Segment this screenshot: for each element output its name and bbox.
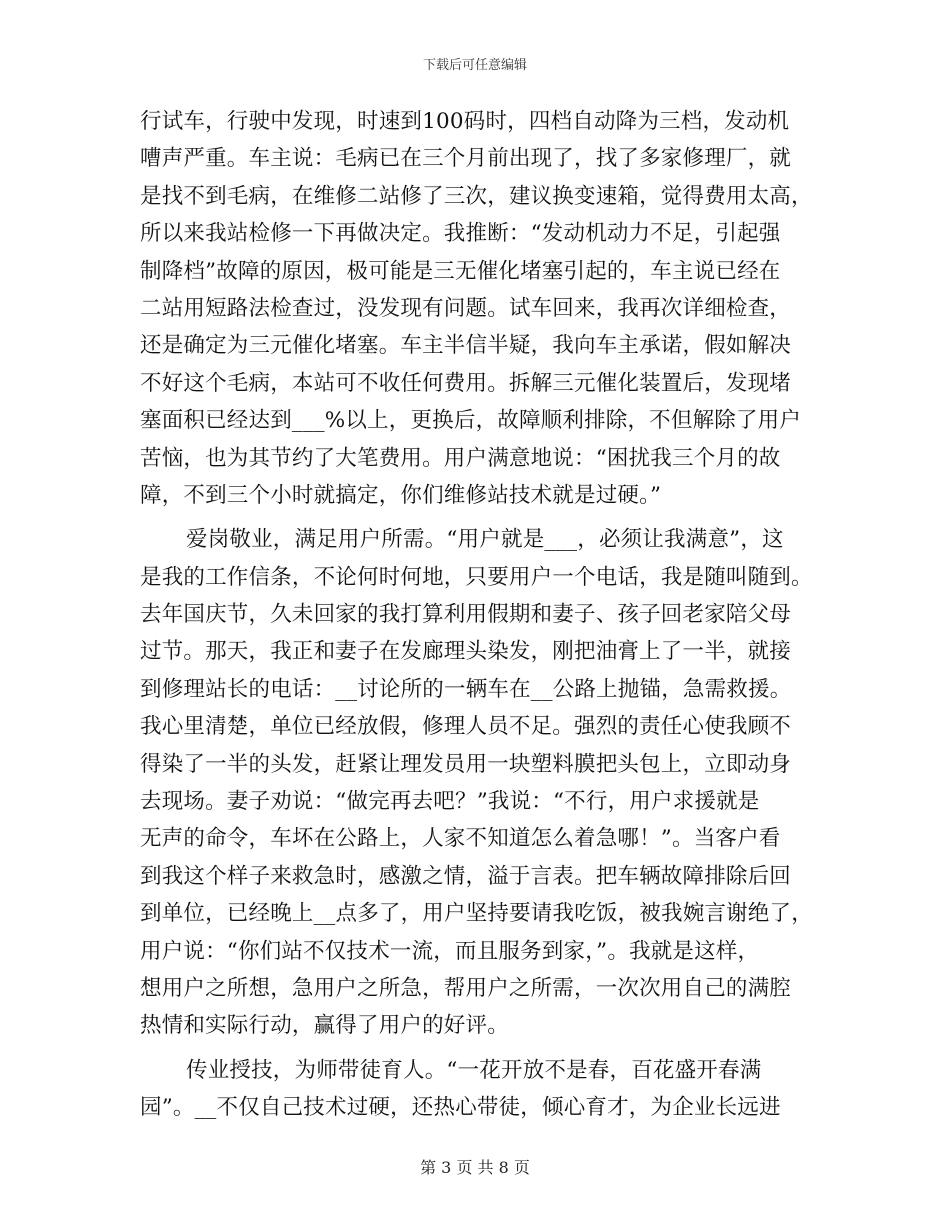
body-line: 是找不到毛病，在维修二站修了三次，建议换变速箱，觉得费用太高， xyxy=(140,183,813,209)
paragraph-start-line: 爱岗敬业，满足用户所需。“用户就是___，必须让我满意”，这 xyxy=(186,527,784,553)
body-line: 到单位，已经晚上__点多了，用户坚持要请我吃饭，被我婉言谢绝了， xyxy=(140,901,813,927)
body-line: 到我这个样子来救急时，感激之情，溢于言表。把车辆故障排除后回 xyxy=(140,863,792,889)
document-body xyxy=(140,103,813,1127)
body-line: 还是确定为三元催化堵塞。车主半信半疑，我向车主承诺，假如解决 xyxy=(140,333,792,359)
body-line: 二站用短路法检查过，没发现有问题。试车回来，我再次详细检查， xyxy=(140,295,792,321)
body-line: 所以来我站检修一下再做决定。我推断：“发动机动力不足，引起强 xyxy=(140,221,781,247)
body-line: 想用户之所想，急用户之所急，帮用户之所需，一次次用自己的满腔 xyxy=(140,975,792,1001)
body-line: 塞面积已经达到___%以上，更换后，故障顺利排除，不但解除了用户 xyxy=(140,408,802,434)
body-line: 到修理站长的电话：__讨论所的一辆车在__公路上抛锚，急需救援。 xyxy=(140,676,792,702)
body-line: 制降档”故障的原因，极可能是三无催化堵塞引起的，车主说已经在 xyxy=(140,258,781,284)
paragraph-start-line: 传业授技，为师带徒育人。“一花开放不是春，百花盛开春满 xyxy=(186,1057,762,1083)
body-line: 热情和实际行动，赢得了用户的好评。 xyxy=(140,1013,509,1039)
body-line: 园”。__不仅自己技术过硬，还热心带徒，倾心育才，为企业长远进 xyxy=(140,1095,781,1121)
body-line: 行试车，行驶中发现，时速到100码时，四档自动降为三档，发动机 xyxy=(140,109,790,134)
body-line: 去年国庆节，久未回家的我打算利用假期和妻子、孩子回老家陪父母 xyxy=(140,602,792,628)
page-header: 下载后可任意编辑 xyxy=(422,58,527,73)
body-line: 嘈声严重。车主说：毛病已在三个月前出现了，找了多家修理厂，就 xyxy=(140,146,792,172)
body-line: 是我的工作信条，不论何时何地，只要用户一个电话，我是随叫随到。 xyxy=(140,564,813,590)
page-number: 第 3 页 共 8 页 xyxy=(420,1158,530,1177)
body-line: 我心里清楚，单位已经放假，修理人员不足。强烈的责任心使我顾不 xyxy=(140,714,792,740)
body-line: 去现场。妻子劝说：“做完再去吧？”我说：“不行，用户求援就是 xyxy=(140,789,760,815)
body-line: 苦恼，也为其节约了大笔费用。用户满意地说：“困扰我三个月的故 xyxy=(140,445,781,471)
body-line: 不好这个毛病，本站可不收任何费用。拆解三元催化装置后，发现堵 xyxy=(140,370,792,396)
body-line: 得染了一半的头发，赶紧让理发员用一块塑料膜把头包上，立即动身 xyxy=(140,751,792,777)
body-line: 障，不到三个小时就搞定，你们维修站技术就是过硬。” xyxy=(140,482,662,508)
body-line: 用户说：“你们站不仅技术一流，而且服务到家，”。我就是这样， xyxy=(140,938,760,964)
body-line: 无声的命令，车坏在公路上，人家不知道怎么着急哪！”。当客户看 xyxy=(140,826,781,852)
body-line: 过节。那天，我正和妻子在发廊理头染发，刚把油膏上了一半，就接 xyxy=(140,639,792,665)
